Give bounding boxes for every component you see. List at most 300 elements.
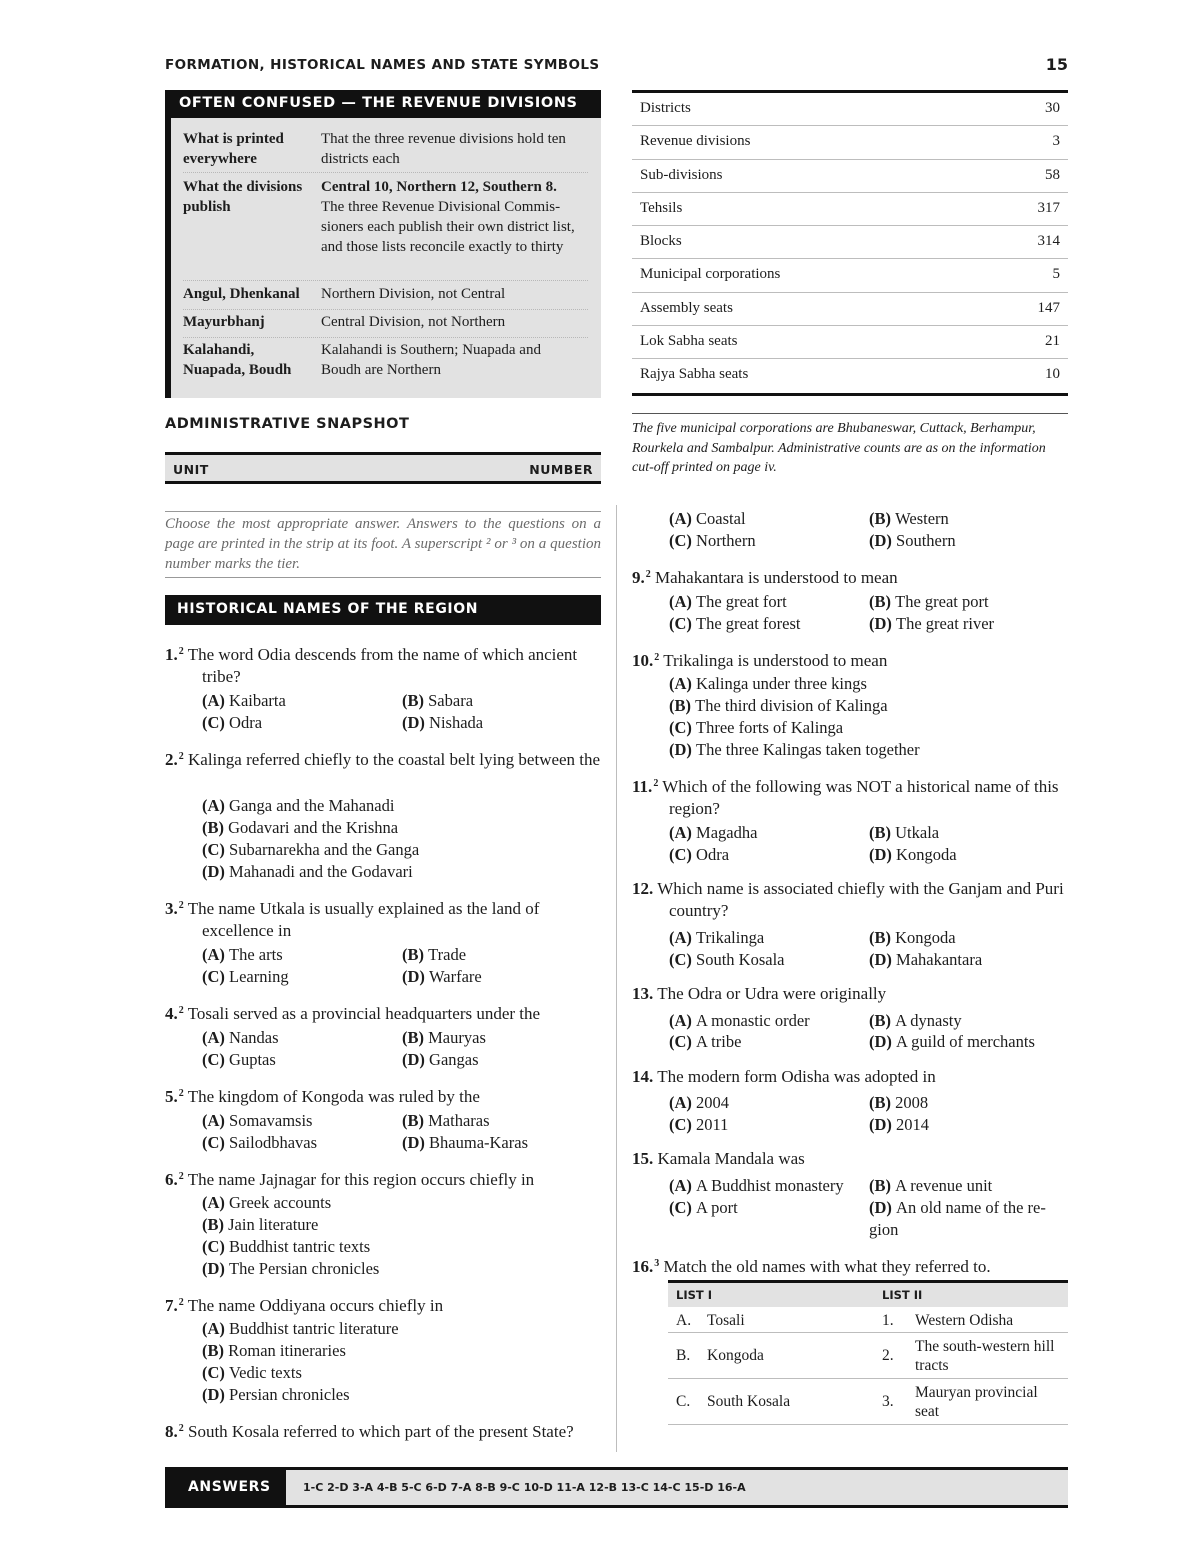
unit-cell: Districts <box>640 100 691 116</box>
option-letter: (B) <box>869 823 896 842</box>
option[interactable] <box>669 1010 810 1032</box>
question-number: 2. <box>165 750 178 769</box>
option[interactable] <box>669 591 787 613</box>
option[interactable] <box>869 844 957 866</box>
option[interactable] <box>202 795 394 817</box>
option-text: Nishada <box>429 713 484 732</box>
option[interactable] <box>669 822 757 844</box>
option-letter: (D) <box>869 1198 897 1217</box>
question-number: 16. <box>632 1257 654 1276</box>
unit-cell: Rajya Sabha seats <box>640 366 749 383</box>
option-letter: (D) <box>202 1259 230 1278</box>
option-letter: (C) <box>202 1237 230 1256</box>
option[interactable] <box>402 690 473 712</box>
option-letter: (A) <box>669 1176 697 1195</box>
option-text: Godavari and the Krishna <box>228 818 399 837</box>
option-letter: (D) <box>869 950 897 969</box>
often-confused-row <box>183 312 588 338</box>
unit-cell: Assembly seats <box>640 299 733 316</box>
question-text: Mahakantara is understood to mean <box>655 568 898 587</box>
often-confused-title: OFTEN CONFUSED — THE REVENUE DIVISIONS <box>165 90 601 118</box>
match-table-header <box>668 1283 1068 1307</box>
option-letter: (A) <box>202 1193 230 1212</box>
option[interactable] <box>202 1236 370 1258</box>
option[interactable] <box>202 1049 276 1071</box>
option[interactable] <box>669 949 785 971</box>
tier-mark: 2 <box>178 1171 184 1182</box>
option-letter: (C) <box>202 1133 230 1152</box>
option-letter: (B) <box>669 696 696 715</box>
option-text: 2014 <box>896 1115 930 1134</box>
table-row <box>632 93 1068 126</box>
question <box>632 1253 1068 1278</box>
option-letter: (A) <box>669 1011 697 1030</box>
option-text: Buddhist tantric literature <box>229 1319 399 1338</box>
table-row <box>632 193 1068 226</box>
question-text: The modern form Odisha was adopted in <box>657 1067 936 1086</box>
option-text: Kaibarta <box>229 691 286 710</box>
tier-mark: 2 <box>653 778 659 789</box>
option[interactable] <box>402 1132 528 1154</box>
option[interactable] <box>669 695 888 717</box>
option[interactable] <box>202 1384 350 1406</box>
option[interactable] <box>669 1114 728 1136</box>
option-letter: (B) <box>202 818 229 837</box>
option-text: Sailodbhavas <box>229 1133 318 1152</box>
unit-cell: Tehsils <box>640 199 683 216</box>
option-letter: (D) <box>869 1115 897 1134</box>
number-cell: 3 <box>1052 133 1060 150</box>
option[interactable] <box>202 1192 331 1214</box>
question-text: Which of the following was NOT a historical name of this region? <box>662 777 1059 818</box>
option-text: A revenue unit <box>895 1176 993 1195</box>
often-confused-row <box>183 284 588 310</box>
unit-cell: Blocks <box>640 233 682 250</box>
match-table <box>668 1280 1068 1425</box>
option-text: Subarnarekha and the Ganga <box>229 840 420 859</box>
question-number: 5. <box>165 1087 178 1106</box>
question <box>632 647 1068 672</box>
option-text: Greek accounts <box>229 1193 332 1212</box>
option-text: Warfare <box>429 967 482 986</box>
option-text: Jain literature <box>228 1215 319 1234</box>
option-letter: (C) <box>669 1032 697 1051</box>
option[interactable] <box>669 844 729 866</box>
option[interactable] <box>869 1197 1064 1241</box>
option-letter: (A) <box>202 796 230 815</box>
option-letter: (C) <box>202 1363 230 1382</box>
question <box>632 564 1068 589</box>
option-text: South Kosala <box>696 950 785 969</box>
option-text: Mahakantara <box>896 950 983 969</box>
option[interactable] <box>669 1092 729 1114</box>
option[interactable] <box>402 966 482 988</box>
row-key: What is printed everywhere <box>183 131 284 167</box>
option-text: The great river <box>896 614 995 633</box>
option-text: Buddhist tantric texts <box>229 1237 371 1256</box>
number-cell: 58 <box>1045 166 1060 183</box>
option[interactable] <box>869 1175 992 1197</box>
option[interactable] <box>402 1049 479 1071</box>
option[interactable] <box>669 613 800 635</box>
admin-snapshot-heading: ADMINISTRATIVE SNAPSHOT <box>165 416 410 432</box>
question-text: Tosali served as a provincial headquarters under the <box>187 1004 541 1023</box>
option-letter: (D) <box>669 740 697 759</box>
answers-label: ANSWERS <box>165 1470 286 1505</box>
option-letter: (D) <box>402 1050 430 1069</box>
list-one-item: South Kosala <box>707 1393 791 1410</box>
often-confused-row <box>183 340 588 384</box>
question <box>632 1066 1068 1088</box>
option-text: The Persian chronicles <box>229 1259 380 1278</box>
number-cell: 10 <box>1045 366 1060 383</box>
option-text: Learning <box>229 967 289 986</box>
row-value: That the three revenue divisions hold ten districts each <box>321 131 566 167</box>
option[interactable] <box>202 1110 312 1132</box>
tier-mark: 3 <box>654 1258 660 1269</box>
option-text: The third division of Kalinga <box>695 696 888 715</box>
option-text: Matharas <box>428 1111 490 1130</box>
question <box>165 1083 601 1108</box>
question <box>632 983 1068 1005</box>
option-text: Bhauma-Karas <box>429 1133 528 1152</box>
question-number: 7. <box>165 1296 178 1315</box>
option[interactable] <box>869 613 994 635</box>
option-letter: (B) <box>869 509 896 528</box>
option-letter: (A) <box>202 945 230 964</box>
option-letter: (A) <box>669 823 697 842</box>
option-letter: (C) <box>202 1050 230 1069</box>
question-text: Which name is associated chiefly with the Ganjam and Puri country? <box>657 879 1064 920</box>
option-letter: (A) <box>202 1319 230 1338</box>
option[interactable] <box>202 1027 279 1049</box>
number-cell: 314 <box>1037 233 1060 250</box>
option-text: The great port <box>895 592 989 611</box>
option-text: Coastal <box>696 509 746 528</box>
option[interactable] <box>202 1132 317 1154</box>
option-letter: (D) <box>869 614 897 633</box>
option-letter: (D) <box>402 713 430 732</box>
option[interactable] <box>202 712 262 734</box>
option-text: Guptas <box>229 1050 276 1069</box>
option-letter: (C) <box>669 614 697 633</box>
option[interactable] <box>869 1092 928 1114</box>
option[interactable] <box>202 690 286 712</box>
answers-text: 1-C 2-D 3-A 4-B 5-C 6-D 7-A 8-B 9-C 10-D 11-A 12-B 13-C 14-C 15-D 16-A <box>303 1481 746 1494</box>
option[interactable] <box>669 1197 738 1219</box>
list-one-letter: B. <box>676 1347 691 1364</box>
option[interactable] <box>202 1258 379 1280</box>
tier-mark: 2 <box>178 1088 184 1099</box>
option-letter: (D) <box>202 1385 230 1404</box>
question-number: 14. <box>632 1067 654 1086</box>
option-letter: (C) <box>202 840 230 859</box>
option-letter: (C) <box>202 713 230 732</box>
question-number: 10. <box>632 651 654 670</box>
question-number: 1. <box>165 645 178 664</box>
running-head: FORMATION, HISTORICAL NAMES AND STATE SYMBOLS <box>165 57 600 73</box>
question-text: The name Jajnagar for this region occurs chiefly in <box>187 1170 535 1189</box>
option-text: Trade <box>428 945 467 964</box>
list-two-number: 2. <box>882 1347 894 1364</box>
list-two-item: Western Odisha <box>915 1312 1014 1329</box>
option-letter: (D) <box>869 845 897 864</box>
option-letter: (B) <box>402 691 429 710</box>
option-text: 2008 <box>895 1093 929 1112</box>
option-letter: (C) <box>669 1198 697 1217</box>
list-two-header: LIST II <box>882 1288 923 1302</box>
option-text: The arts <box>229 945 283 964</box>
row-value: Kalahandi is Southern; Nuapada and Boudh are Northern <box>321 342 541 378</box>
option[interactable] <box>869 927 956 949</box>
option-letter: (B) <box>869 928 896 947</box>
table-row <box>632 226 1068 259</box>
tier-mark: 2 <box>178 1297 184 1308</box>
option[interactable] <box>202 817 398 839</box>
option[interactable] <box>869 1010 962 1032</box>
table-row <box>668 1333 1068 1379</box>
option-text: Western <box>895 509 949 528</box>
list-two-item: The south-western hill tracts <box>915 1338 1055 1374</box>
option-letter: (B) <box>402 1111 429 1130</box>
option-text: 2004 <box>696 1093 730 1112</box>
option-text: Mauryas <box>428 1028 486 1047</box>
option[interactable] <box>669 508 746 530</box>
option[interactable] <box>669 927 764 949</box>
tier-mark: 2 <box>645 569 651 580</box>
question <box>165 1166 601 1191</box>
option[interactable] <box>869 530 956 552</box>
option-letter: (A) <box>669 509 697 528</box>
question-number: 4. <box>165 1004 178 1023</box>
unit-cell: Municipal corporations <box>640 266 781 283</box>
option-letter: (B) <box>869 1093 896 1112</box>
tier-mark: 2 <box>178 751 184 762</box>
option[interactable] <box>202 1318 399 1340</box>
option[interactable] <box>669 717 843 739</box>
option-letter: (D) <box>869 531 897 550</box>
question <box>632 878 1068 922</box>
option-letter: (D) <box>202 862 230 881</box>
question-number: 12. <box>632 879 654 898</box>
option[interactable] <box>402 712 483 734</box>
option-letter: (D) <box>402 1133 430 1152</box>
option[interactable] <box>869 949 982 971</box>
row-value <box>321 177 583 257</box>
option[interactable] <box>669 739 920 761</box>
table-row <box>668 1307 1068 1333</box>
option-letter: (B) <box>869 592 896 611</box>
row-key: Kalahandi, Nuapada, Boudh <box>183 342 292 378</box>
question-text: The word Odia descends from the name of which ancient tribe? <box>187 645 578 686</box>
option-text: Kongoda <box>895 928 956 947</box>
row-value: Northern Division, not Central <box>321 286 506 302</box>
option[interactable] <box>202 839 419 861</box>
row-value: Central Division, not Northern <box>321 314 506 330</box>
option[interactable] <box>202 1362 302 1384</box>
list-one-item: Kongoda <box>707 1347 764 1364</box>
option[interactable] <box>202 1340 346 1362</box>
option-text: Sabara <box>428 691 474 710</box>
list-one-letter: C. <box>676 1393 691 1410</box>
question-text: Trikalinga is understood to mean <box>663 651 888 670</box>
unit-cell: Lok Sabha seats <box>640 333 738 350</box>
number-cell: 317 <box>1037 199 1060 216</box>
number-cell: 147 <box>1037 299 1060 316</box>
question-text: The kingdom of Kongoda was ruled by the <box>187 1087 480 1106</box>
option-letter: (D) <box>869 1032 897 1051</box>
option-letter: (C) <box>669 1115 697 1134</box>
option-text: A tribe <box>696 1032 742 1051</box>
question <box>165 1418 610 1443</box>
question <box>165 641 601 688</box>
option[interactable] <box>869 1114 929 1136</box>
question-text: The name Utkala is usually explained as the land of excellence in <box>187 899 540 940</box>
option-letter: (B) <box>869 1011 896 1030</box>
answers-strip <box>165 1467 1068 1508</box>
option-text: The three Kalingas taken together <box>696 740 920 759</box>
question-text: Kalinga referred chiefly to the coastal belt lying between the <box>188 750 601 769</box>
option-letter: (B) <box>402 945 429 964</box>
table-row <box>632 259 1068 292</box>
option-letter: (C) <box>669 718 697 737</box>
option-text: Magadha <box>696 823 758 842</box>
list-two-item: Mauryan provincial seat <box>915 1384 1038 1420</box>
option-text: Odra <box>696 845 730 864</box>
often-confused-row <box>183 129 588 173</box>
option-letter: (B) <box>202 1215 229 1234</box>
option[interactable] <box>669 1031 741 1053</box>
table-row <box>632 293 1068 326</box>
option[interactable] <box>402 1027 486 1049</box>
option-text: Roman itineraries <box>228 1341 346 1360</box>
option-letter: (A) <box>669 928 697 947</box>
option-letter: (D) <box>402 967 430 986</box>
often-confused-row <box>183 177 588 281</box>
option-text: An old name of the re-gion <box>869 1198 1046 1239</box>
option-text: Persian chronicles <box>229 1385 350 1404</box>
option-text: Somavamsis <box>229 1111 313 1130</box>
option-letter: (B) <box>202 1341 229 1360</box>
admin-table-header <box>165 452 601 484</box>
option[interactable] <box>402 1110 490 1132</box>
option-letter: (C) <box>669 531 697 550</box>
option[interactable] <box>669 530 756 552</box>
option[interactable] <box>869 508 949 530</box>
option[interactable] <box>202 861 413 883</box>
question-number: 13. <box>632 984 654 1003</box>
option-text: Gangas <box>429 1050 479 1069</box>
option-letter: (B) <box>869 1176 896 1195</box>
list-two-number: 3. <box>882 1393 894 1410</box>
option[interactable] <box>869 822 939 844</box>
question <box>165 1000 601 1025</box>
option-text: A monastic order <box>696 1011 810 1030</box>
option[interactable] <box>669 673 867 695</box>
question <box>632 773 1068 820</box>
option-text: A dynasty <box>895 1011 962 1030</box>
option-text: Nandas <box>229 1028 279 1047</box>
option[interactable] <box>669 1175 844 1197</box>
section-title: HISTORICAL NAMES OF THE REGION <box>165 595 601 625</box>
question-text: The name Oddiyana occurs chiefly in <box>187 1296 444 1315</box>
option[interactable] <box>202 966 289 988</box>
row-key: Mayurbhanj <box>183 314 265 330</box>
table-row <box>632 126 1068 159</box>
option-text: The great fort <box>696 592 787 611</box>
question-text: Match the old names with what they referred to. <box>663 1257 991 1276</box>
option-text: The great forest <box>696 614 801 633</box>
option-text: Kalinga under three kings <box>696 674 867 693</box>
option[interactable] <box>202 1214 318 1236</box>
option-text: Southern <box>896 531 956 550</box>
option-letter: (A) <box>669 674 697 693</box>
option-text: Mahanadi and the Godavari <box>229 862 413 881</box>
option-letter: (C) <box>202 967 230 986</box>
option-text: A port <box>696 1198 738 1217</box>
option-text: 2011 <box>696 1115 729 1134</box>
number-cell: 30 <box>1045 100 1060 116</box>
question-number: 8. <box>165 1422 178 1441</box>
option-text: Vedic texts <box>229 1363 302 1382</box>
question <box>165 1292 601 1317</box>
instructions: Choose the most appropriate answer. Answers to the questions on a page are printed in the strip at its foot. A superscript ² or ³ on a question number marks the tier. <box>165 511 601 578</box>
option-letter: (C) <box>669 845 697 864</box>
option-text: Three forts of Kalinga <box>696 718 844 737</box>
number-cell: 5 <box>1052 266 1060 283</box>
question <box>165 895 601 942</box>
row-key: Angul, Dhenkanal <box>183 286 300 302</box>
table-row <box>632 359 1068 392</box>
option-text: Utkala <box>895 823 940 842</box>
option-text: A Buddhist monastery <box>696 1176 844 1195</box>
question-number: 6. <box>165 1170 178 1189</box>
table-footnote: The five municipal corporations are Bhubaneswar, Cuttack, Berhampur, Rourkela and Sambalpur. Administrative counts are as on the information cut-off printed on page iv. <box>632 413 1068 478</box>
option-letter: (A) <box>669 592 697 611</box>
question-number: 11. <box>632 777 653 796</box>
option-text: Odra <box>229 713 263 732</box>
option-letter: (B) <box>402 1028 429 1047</box>
option-letter: (A) <box>669 1093 697 1112</box>
option[interactable] <box>869 1031 1035 1053</box>
row-key: What the divisions publish <box>183 179 303 215</box>
option[interactable] <box>202 944 283 966</box>
question-number: 9. <box>632 568 645 587</box>
option-text: Kongoda <box>896 845 957 864</box>
option[interactable] <box>402 944 466 966</box>
row-value-bold: Central 10, Northern 12, Southern 8. <box>321 179 557 195</box>
row-value-text: The three Revenue Divisional Commis-sioners each publish their own district list, and those lists reconcile exactly to thirty <box>321 199 575 255</box>
table-row <box>632 160 1068 193</box>
list-one-item: Tosali <box>707 1312 745 1329</box>
list-one-letter: A. <box>676 1312 692 1329</box>
option[interactable] <box>869 591 989 613</box>
question-number: 15. <box>632 1149 654 1168</box>
option-text: Ganga and the Mahanadi <box>229 796 395 815</box>
option-text: Trikalinga <box>696 928 765 947</box>
unit-cell: Revenue divisions <box>640 133 751 150</box>
option-letter: (A) <box>202 691 230 710</box>
question-text: South Kosala referred to which part of the present State? <box>188 1422 574 1441</box>
option-letter: (A) <box>202 1028 230 1047</box>
column-divider <box>616 505 617 1452</box>
number-column-header: NUMBER <box>529 462 593 477</box>
table-row <box>632 326 1068 359</box>
tier-mark: 2 <box>178 646 184 657</box>
tier-mark: 2 <box>178 900 184 911</box>
option-text: Northern <box>696 531 756 550</box>
option-letter: (C) <box>669 950 697 969</box>
